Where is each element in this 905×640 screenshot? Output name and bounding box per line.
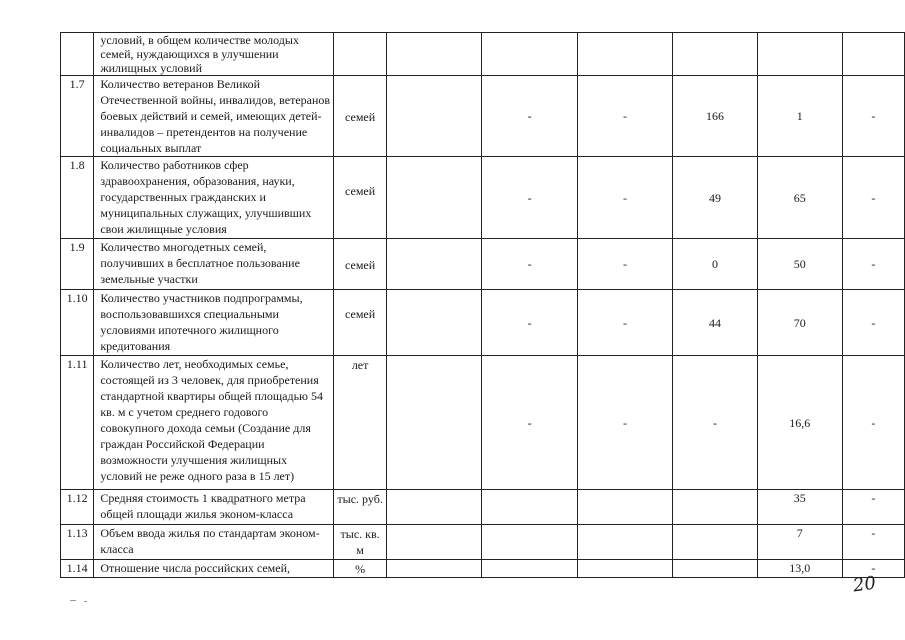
cell-col5: 65 (757, 157, 842, 239)
table-row (61, 525, 905, 560)
indicators-table (60, 32, 905, 578)
cell-col1 (387, 76, 482, 157)
row-unit: семей (333, 239, 386, 290)
cell-col1 (387, 157, 482, 239)
row-number: 1.13 (61, 525, 94, 560)
cell-col5 (757, 33, 842, 76)
cell-col2: - (482, 157, 577, 239)
cell-col4 (673, 33, 758, 76)
cell-col4 (673, 490, 758, 525)
cell-col3 (577, 490, 672, 525)
row-unit: семей (333, 290, 386, 356)
scan-artifact (84, 601, 87, 602)
row-description: Количество участников подпрограммы, воспользовавшихся специальными условиями ипотечного жилищного кредитования (94, 290, 334, 356)
row-number: 1.12 (61, 490, 94, 525)
row-number: 1.7 (61, 76, 94, 157)
table-row (61, 490, 905, 525)
table-row (61, 356, 905, 490)
row-unit: тыс. руб. (333, 490, 386, 525)
cell-col4: 44 (673, 290, 758, 356)
cell-col5: 35 (757, 490, 842, 525)
cell-col2 (482, 560, 577, 578)
row-number (61, 33, 94, 76)
table-row (61, 157, 905, 239)
cell-col2 (482, 490, 577, 525)
cell-col6: - (842, 290, 904, 356)
cell-col5: 7 (757, 525, 842, 560)
cell-col4 (673, 560, 758, 578)
cell-col4: - (673, 356, 758, 490)
row-number: 1.14 (61, 560, 94, 578)
row-unit (333, 33, 386, 76)
row-description: Количество работников сфер здравоохранения, образования, науки, государственных гражданских и муниципальных служащих, улучшивших свои жилищные условия (94, 157, 334, 239)
cell-col4: 0 (673, 239, 758, 290)
row-description: Отношение числа российских семей, (94, 560, 334, 578)
cell-col1 (387, 490, 482, 525)
cell-col5: 50 (757, 239, 842, 290)
table-row (61, 560, 905, 578)
cell-col3: - (577, 290, 672, 356)
cell-col5: 13,0 (757, 560, 842, 578)
cell-col3 (577, 525, 672, 560)
table-row (61, 290, 905, 356)
cell-col4: 166 (673, 76, 758, 157)
cell-col3: - (577, 157, 672, 239)
row-description: Количество лет, необходимых семье, состоящей из 3 человек, для приобретения стандартной квартиры общей площадью 54 кв. м с учетом среднего годового совокупного дохода семьи (Создание для граждан Российской Федерации возможности улучшения жилищных условий не реже одного раза в 15 лет) (94, 356, 334, 490)
cell-col6: - (842, 76, 904, 157)
cell-col1 (387, 33, 482, 76)
cell-col1 (387, 239, 482, 290)
cell-col2: - (482, 239, 577, 290)
cell-col6 (842, 33, 904, 76)
row-description: условий, в общем количестве молодых семей, нуждающихся в улучшении жилищных условий (94, 33, 334, 76)
row-number: 1.11 (61, 356, 94, 490)
cell-col1 (387, 560, 482, 578)
cell-col3 (577, 33, 672, 76)
cell-col2: - (482, 76, 577, 157)
row-unit: лет (333, 356, 386, 490)
cell-col3 (577, 560, 672, 578)
scan-artifact (70, 600, 76, 601)
cell-col5: 1 (757, 76, 842, 157)
cell-col4: 49 (673, 157, 758, 239)
cell-col5: 70 (757, 290, 842, 356)
cell-col6: - (842, 356, 904, 490)
cell-col1 (387, 356, 482, 490)
cell-col1 (387, 290, 482, 356)
page-number: 20 (851, 572, 878, 597)
row-unit: тыс. кв. м (333, 525, 386, 560)
cell-col5: 16,6 (757, 356, 842, 490)
row-unit: семей (333, 76, 386, 157)
cell-col6: - (842, 239, 904, 290)
cell-col6: - (842, 157, 904, 239)
row-unit: % (333, 560, 386, 578)
row-number: 1.8 (61, 157, 94, 239)
cell-col2 (482, 33, 577, 76)
cell-col3: - (577, 356, 672, 490)
table-row (61, 239, 905, 290)
cell-col6: - (842, 525, 904, 560)
cell-col1 (387, 525, 482, 560)
row-description: Количество многодетных семей, получивших в бесплатное пользование земельные участки (94, 239, 334, 290)
cell-col2 (482, 525, 577, 560)
cell-col4 (673, 525, 758, 560)
row-number: 1.9 (61, 239, 94, 290)
cell-col6: - (842, 490, 904, 525)
cell-col3: - (577, 76, 672, 157)
row-description: Количество ветеранов Великой Отечественной войны, инвалидов, ветеранов боевых действий и семей, имеющих детей-инвалидов – претендентов на получение социальных выплат (94, 76, 334, 157)
row-description: Средняя стоимость 1 квадратного метра общей площади жилья эконом-класса (94, 490, 334, 525)
table-row (61, 33, 905, 76)
cell-col2: - (482, 356, 577, 490)
row-unit: семей (333, 157, 386, 239)
cell-col6: - (842, 560, 904, 578)
row-description: Объем ввода жилья по стандартам эконом-класса (94, 525, 334, 560)
table-row (61, 76, 905, 157)
cell-col3: - (577, 239, 672, 290)
row-number: 1.10 (61, 290, 94, 356)
cell-col2: - (482, 290, 577, 356)
